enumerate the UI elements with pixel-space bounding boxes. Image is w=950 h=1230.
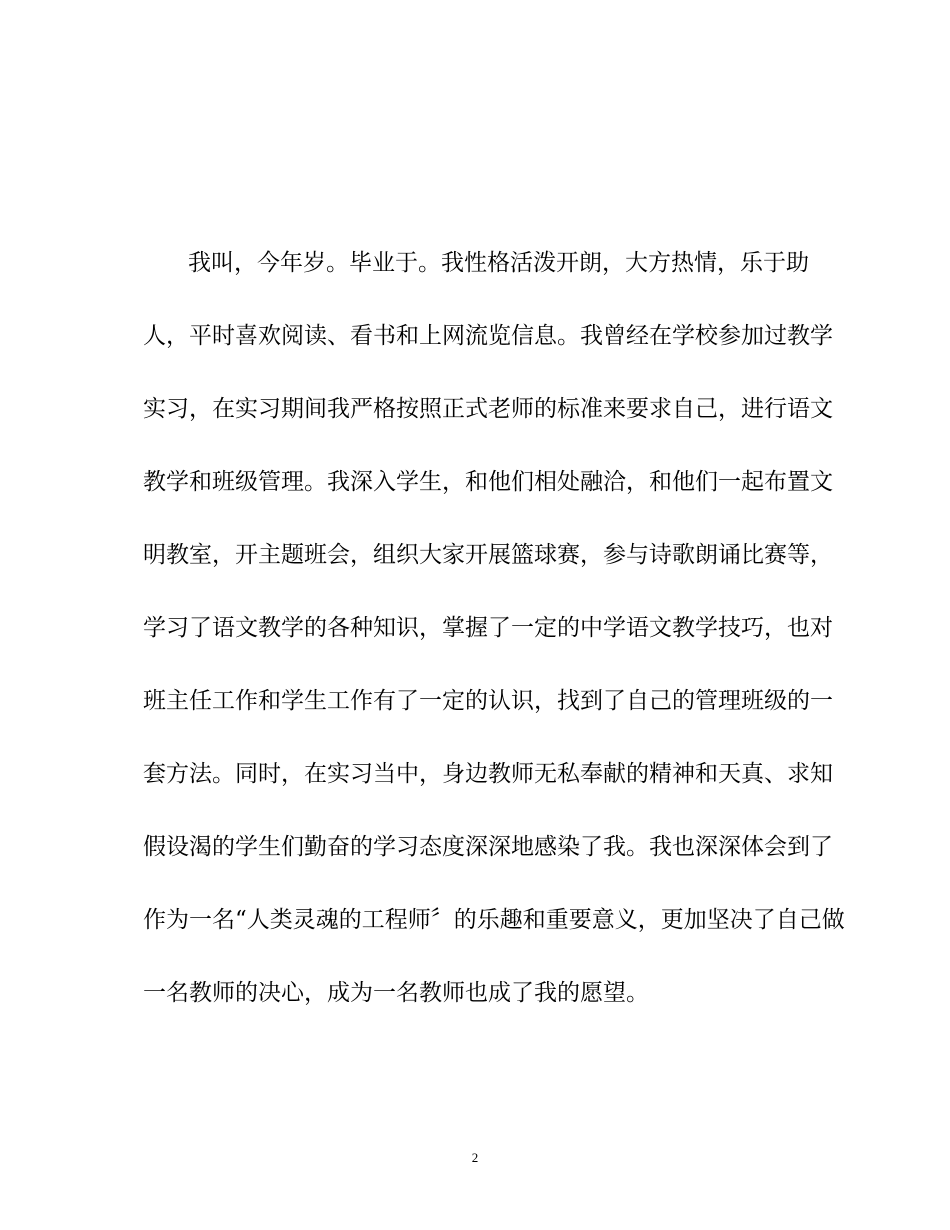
paragraph-line-2: 人，平时喜欢阅读、看书和上网流览信息。我曾经在学校参加过教学 [143, 323, 833, 349]
paragraph-line-1: 我叫，今年岁。毕业于。我性格活泼开朗，大方热情，乐于助 [188, 250, 809, 276]
paragraph-line-7: 班主任工作和学生工作有了一定的认识，找到了自己的管理班级的一 [143, 688, 833, 714]
paragraph-line-5: 明教室，开主题班会，组织大家开展篮球赛，参与诗歌朗诵比赛等， [143, 542, 833, 568]
paragraph-line-6: 学习了语文教学的各种知识，掌握了一定的中学语文教学技巧，也对 [143, 615, 833, 641]
paragraph-line-11: 一名教师的决心，成为一名教师也成了我的愿望。 [143, 980, 649, 1006]
paragraph-line-8: 套方法。同时，在实习当中，身边教师无私奉献的精神和天真、求知 [143, 761, 833, 787]
paragraph-line-10: 作为一名“人类灵魂的工程师〞的乐趣和重要意义，更加坚决了自己做 [143, 907, 845, 933]
paragraph-line-4: 教学和班级管理。我深入学生，和他们相处融洽，和他们一起布置文 [143, 469, 833, 495]
page-number: 2 [471, 1150, 479, 1165]
paragraph-line-9: 假设渴的学生们勤奋的学习态度深深地感染了我。我也深深体会到了 [143, 834, 833, 860]
body-paragraph [143, 245, 845, 1048]
paragraph-line-3: 实习，在实习期间我严格按照正式老师的标准来要求自己，进行语文 [143, 396, 833, 422]
